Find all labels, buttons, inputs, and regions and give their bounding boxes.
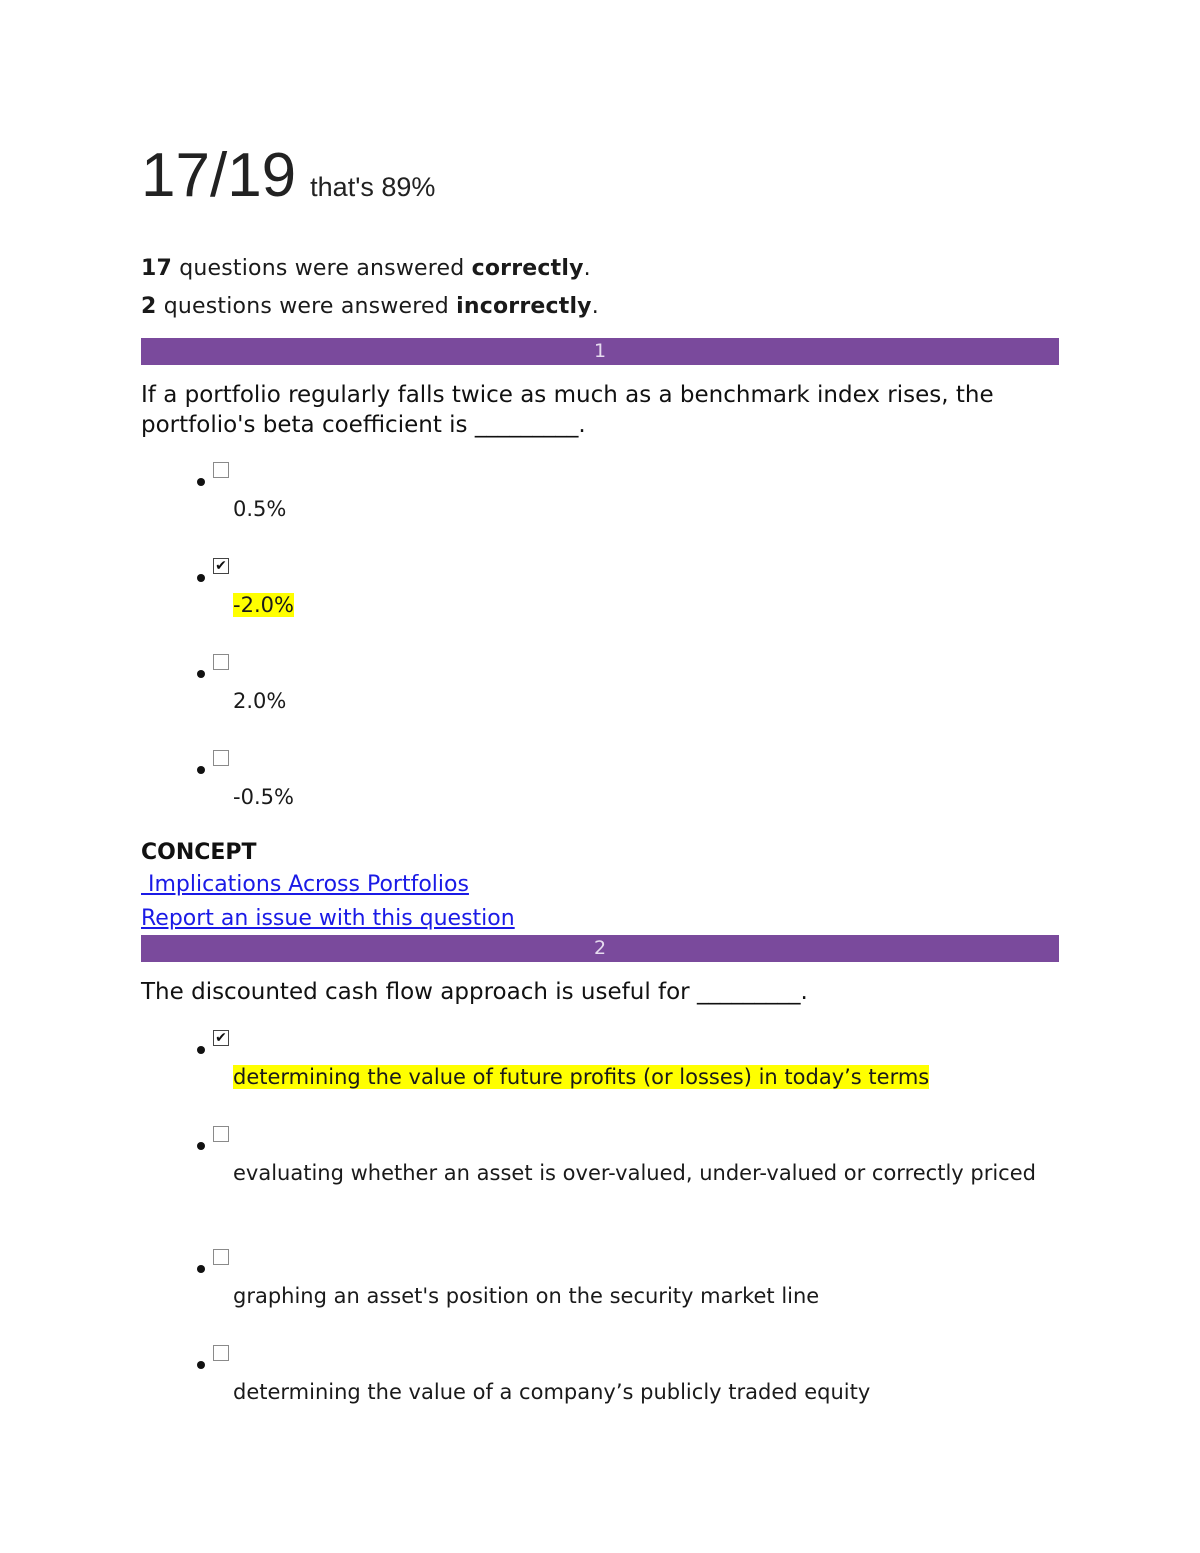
checkbox-empty-icon[interactable] bbox=[213, 750, 229, 766]
question-text: If a portfolio regularly falls twice as much as a benchmark index rises, the portfolio's beta coefficient is _________. bbox=[141, 382, 994, 438]
concept-link[interactable]: Implications Across Portfolios bbox=[141, 872, 469, 897]
checkbox-empty-icon[interactable] bbox=[213, 1126, 229, 1142]
incorrect-summary-text: questions were answered bbox=[156, 294, 457, 319]
correct-summary bbox=[141, 256, 591, 281]
score-percent: that's 89% bbox=[310, 172, 436, 202]
bullet-icon bbox=[197, 1265, 205, 1273]
correct-period: . bbox=[583, 256, 591, 281]
answer-label: graphing an asset's position on the security market line bbox=[233, 1284, 820, 1308]
score-header bbox=[141, 140, 435, 211]
bullet-icon bbox=[197, 574, 205, 582]
checkbox-empty-icon[interactable] bbox=[213, 462, 229, 478]
answer-label: -0.5% bbox=[233, 785, 294, 809]
answer-label: determining the value of a company’s publicly traded equity bbox=[233, 1380, 871, 1404]
bullet-icon bbox=[197, 1142, 205, 1150]
correct-count: 17 bbox=[141, 256, 173, 281]
incorrect-summary bbox=[141, 294, 599, 319]
checkbox-checked-icon[interactable]: ✔ bbox=[213, 558, 229, 574]
answer-label: evaluating whether an asset is over-valued, under-valued or correctly priced bbox=[233, 1161, 1036, 1185]
bullet-icon bbox=[197, 670, 205, 678]
bullet-icon bbox=[197, 478, 205, 486]
checkbox-empty-icon[interactable] bbox=[213, 1345, 229, 1361]
bullet-icon bbox=[197, 1361, 205, 1369]
question-number-bar: 2 bbox=[141, 935, 1059, 962]
answer-label-highlighted: determining the value of future profits (or losses) in today’s terms bbox=[233, 1065, 930, 1089]
correct-summary-text: questions were answered bbox=[172, 256, 472, 281]
answer-label: 0.5% bbox=[233, 497, 287, 521]
checkbox-empty-icon[interactable] bbox=[213, 654, 229, 670]
incorrect-period: . bbox=[591, 294, 599, 319]
answer-label-highlighted: -2.0% bbox=[233, 593, 294, 617]
answer-label: 2.0% bbox=[233, 689, 287, 713]
question-text: The discounted cash flow approach is useful for _________. bbox=[141, 979, 808, 1005]
incorrect-count: 2 bbox=[141, 294, 157, 319]
correct-word: correctly bbox=[471, 256, 584, 281]
concept-label: CONCEPT bbox=[141, 840, 257, 865]
bullet-icon bbox=[197, 1046, 205, 1054]
checkbox-checked-icon[interactable]: ✔ bbox=[213, 1030, 229, 1046]
incorrect-word: incorrectly bbox=[456, 294, 592, 319]
report-issue-link[interactable]: Report an issue with this question bbox=[141, 906, 515, 931]
score-fraction: 17/19 bbox=[141, 141, 297, 210]
question-number-bar: 1 bbox=[141, 338, 1059, 365]
bullet-icon bbox=[197, 766, 205, 774]
checkbox-empty-icon[interactable] bbox=[213, 1249, 229, 1265]
